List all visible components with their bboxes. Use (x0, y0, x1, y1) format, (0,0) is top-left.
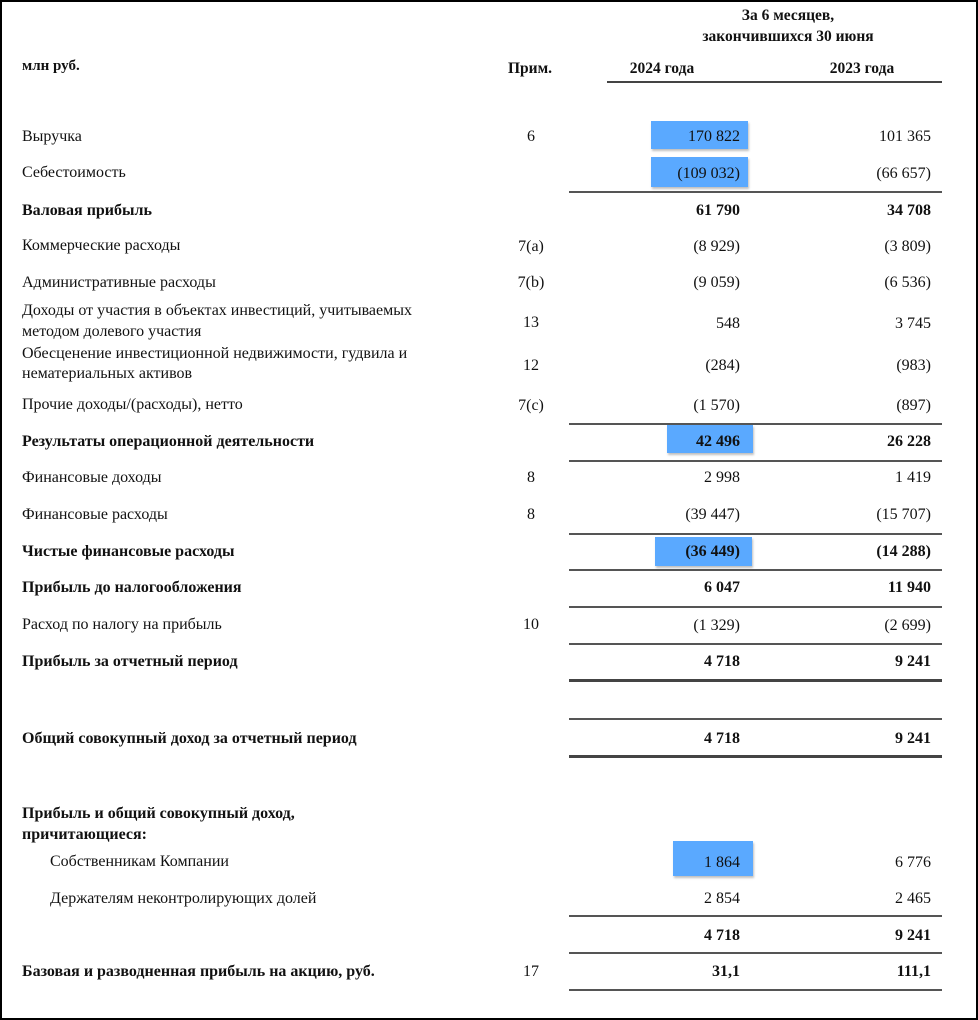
row-note-selling-expenses: 7(a) (518, 238, 544, 255)
row-value-2024-noncontrolling: 2 854 (704, 890, 740, 907)
row-value-2024-total-comprehensive-income: 4 718 (704, 730, 740, 747)
note-column-header: Прим. (507, 60, 553, 77)
row-label-cost-of-sales: Себестоимость (22, 164, 126, 181)
row-value-2023-net-finance-expenses: (14 288) (876, 543, 931, 560)
row-value-2024-other-income: (1 570) (693, 397, 740, 414)
row-value-2023-income-tax: (2 699) (884, 617, 931, 634)
rule-after-tax (569, 643, 942, 645)
rule-before-total-comprehensive (569, 718, 942, 720)
row-value-2024-finance-expenses: (39 447) (685, 506, 740, 523)
rule-before-attrib-total (569, 915, 942, 917)
rule-after-operating-result (569, 460, 942, 462)
row-value-2024-eps: 31,1 (712, 963, 740, 980)
column-header-2024: 2024 года (629, 60, 695, 77)
row-value-2023-finance-income: 1 419 (895, 469, 931, 486)
row-label-revenue: Выручка (22, 128, 82, 145)
row-value-2023-selling-expenses: (3 809) (884, 238, 931, 255)
row-value-2024-admin-expenses: (9 059) (693, 274, 740, 291)
row-value-2023-other-income: (897) (896, 397, 931, 414)
row-label-profit-for-period: Прибыль за отчетный период (22, 653, 238, 670)
row-value-2024-profit-for-period: 4 718 (704, 653, 740, 670)
row-label-finance-income: Финансовые доходы (22, 469, 162, 486)
row-value-2023-cost-of-sales: (66 657) (876, 165, 931, 182)
row-label-equity-income-line2: методом долевого участия (22, 323, 202, 340)
header-rule (607, 81, 942, 83)
row-value-2024-net-finance-expenses: (36 449) (685, 543, 740, 560)
row-label-impairment-line1: Обесценение инвестиционной недвижимости, гудвила и (22, 345, 408, 362)
row-value-2023-profit-for-period: 9 241 (895, 653, 931, 670)
row-value-2023-impairment: (983) (896, 357, 931, 374)
double-rule-after-profit (569, 679, 942, 682)
row-value-2023-total-comprehensive-income: 9 241 (895, 730, 931, 747)
row-label-equity-income-line1: Доходы от участия в объектах инвестиций, учитываемых (22, 302, 413, 319)
row-value-2024-selling-expenses: (8 929) (693, 238, 740, 255)
rule-before-operating-result (569, 423, 942, 425)
rule-after-finance-expenses (569, 533, 942, 535)
row-value-2024-finance-income: 2 998 (704, 469, 740, 486)
period-header-line2: закончившихся 30 июня (702, 28, 874, 45)
row-value-2023-equity-income: 3 745 (895, 315, 931, 332)
row-note-equity-income: 13 (523, 314, 539, 331)
rule-after-eps (569, 989, 942, 991)
row-value-2023-admin-expenses: (6 536) (884, 274, 931, 291)
row-value-2024-revenue: 170 822 (688, 128, 740, 145)
rule-after-attrib-total (569, 952, 942, 954)
row-label-admin-expenses: Административные расходы (22, 274, 216, 291)
rule-after-net-finance (569, 569, 942, 571)
row-value-2024-equity-income: 548 (716, 315, 740, 332)
row-value-2024-operating-result: 42 496 (696, 433, 740, 450)
row-value-2024-profit-before-tax: 6 047 (704, 579, 740, 596)
period-header-line1: За 6 месяцев, (741, 7, 835, 24)
row-label-profit-before-tax: Прибыль до налогообложения (22, 579, 242, 596)
row-label-other-income: Прочие доходы/(расходы), нетто (22, 396, 243, 413)
row-value-2023-noncontrolling: 2 465 (895, 890, 931, 907)
row-value-2024-impairment: (284) (705, 357, 740, 374)
row-note-finance-expenses: 8 (527, 506, 535, 523)
row-label-operating-result: Результаты операционной деятельности (22, 433, 315, 450)
row-value-2023-gross-profit: 34 708 (887, 202, 931, 219)
row-value-2024-income-tax: (1 329) (693, 617, 740, 634)
row-value-2023-eps: 111,1 (896, 963, 931, 980)
row-value-2024-gross-profit: 61 790 (696, 202, 740, 219)
row-label-net-finance-expenses: Чистые финансовые расходы (22, 543, 235, 560)
row-note-admin-expenses: 7(b) (517, 274, 545, 291)
row-label-gross-profit: Валовая прибыль (22, 202, 152, 219)
row-value-2023-operating-result: 26 228 (887, 433, 931, 450)
row-note-finance-income: 8 (527, 469, 535, 486)
row-note-impairment: 12 (523, 357, 539, 374)
row-value-2023-finance-expenses: (15 707) (876, 506, 931, 523)
row-value-2024-attrib-total: 4 718 (704, 927, 740, 944)
row-note-other-income: 7(c) (518, 397, 544, 414)
row-label-eps: Базовая и разводненная прибыль на акцию, руб. (22, 963, 375, 980)
row-label-noncontrolling: Держателям неконтролирующих долей (50, 890, 317, 907)
row-label-selling-expenses: Коммерческие расходы (22, 237, 181, 254)
row-label-finance-expenses: Финансовые расходы (22, 506, 168, 523)
rule-after-cost (569, 191, 942, 193)
row-label-impairment-line2: нематериальных активов (22, 365, 193, 382)
row-value-2023-attrib-total: 9 241 (895, 927, 931, 944)
row-value-2023-owners: 6 776 (895, 854, 931, 871)
column-header-2023: 2023 года (829, 60, 895, 77)
row-value-2023-revenue: 101 365 (879, 128, 931, 145)
rule-after-pretax (569, 606, 942, 608)
row-note-revenue: 6 (527, 128, 535, 145)
row-label-total-comprehensive-income: Общий совокупный доход за отчетный период (22, 730, 357, 747)
double-rule-after-total-comprehensive (569, 755, 942, 758)
row-value-2023-profit-before-tax: 11 940 (887, 579, 931, 596)
unit-label: млн руб. (22, 58, 80, 74)
row-label-income-tax: Расход по налогу на прибыль (22, 616, 222, 633)
row-value-2024-owners: 1 864 (704, 854, 740, 871)
attributable-header-line2: причитающиеся: (22, 826, 147, 843)
row-note-income-tax: 10 (523, 616, 539, 633)
row-label-owners: Собственникам Компании (50, 853, 229, 870)
attributable-header-line1: Прибыль и общий совокупный доход, (22, 805, 295, 822)
row-note-eps: 17 (523, 963, 539, 980)
row-value-2024-cost-of-sales: (109 032) (677, 165, 740, 182)
